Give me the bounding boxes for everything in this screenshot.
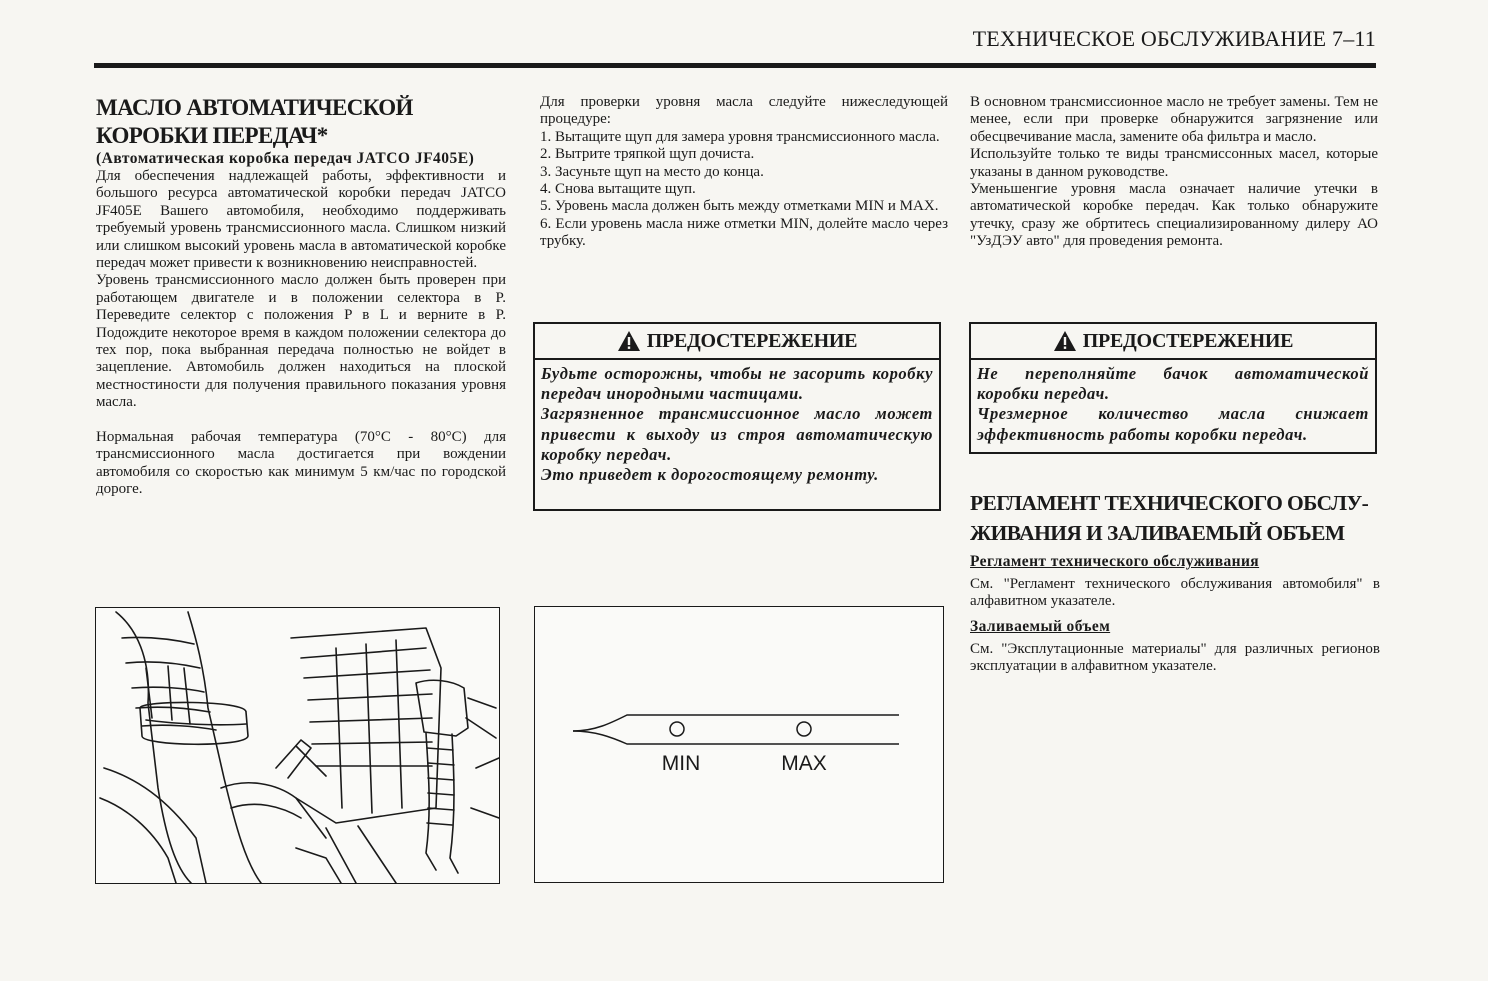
min-mark-icon — [670, 722, 684, 736]
warning-heading — [535, 324, 939, 360]
section-subtitle: (Автоматическая коробка передач JATCO JF405E) — [96, 150, 475, 167]
procedure-step: 5. Уровень масла должен быть между отметками MIN и MAX. — [540, 198, 939, 215]
warning-heading-text: ПРЕДОСТЕРЕЖЕНИЕ — [1082, 329, 1294, 352]
warning-line: Будьте осторожны, чтобы не засорить коробку передач инородными частицами. — [541, 364, 933, 404]
procedure-step: 4. Снова вытащите щуп. — [540, 181, 696, 198]
procedure-step: 3. Засуньте щуп на место до конца. — [540, 163, 764, 180]
warning-line: Чрезмерное количество масла снижает эффективность работы коробки передач. — [977, 404, 1369, 444]
paragraph-oil-types: Используйте только те виды трансмиссонных масел, которые указаны в данном руководстве. — [970, 146, 1378, 180]
max-label: MAX — [781, 752, 827, 775]
maintenance-section — [970, 488, 1380, 676]
subheading-schedule: Регламент технического обслуживания — [970, 553, 1260, 570]
paragraph-replacement: В основном трансмиссионное масло не требует замены. Тем не менее, если при проверке обнаружится загрязнение или обесцвечивание масла, замените оба фильтра и масло. — [970, 94, 1378, 145]
warning-line: Не переполняйте бачок автоматической коробки передач. — [977, 364, 1369, 404]
schedule-text: См. "Регламент технического обслуживания автомобиля" в алфавитном указателе. — [970, 576, 1380, 610]
maintenance-title-line1: РЕГЛАМЕНТ ТЕХНИЧЕСКОГО ОБСЛУ- — [970, 491, 1369, 515]
warning-box-overfill — [969, 322, 1377, 454]
dipstick-diagram — [534, 606, 944, 883]
warning-heading-text: ПРЕДОСТЕРЕЖЕНИЕ — [646, 329, 858, 352]
procedure-intro: Для проверки уровня масла следуйте нижеследующей процедуре: — [540, 94, 948, 128]
warning-line: Загрязненное трансмиссионное масло может привести к выходу из строя автоматическую коробку передач. — [541, 404, 933, 464]
paragraph-check-procedure: Уровень трансмиссионного масло должен быть проверен при работающем двигателе и в положении селектора в P. Переведите селектор с положения P в L и верните в P. Подождите некоторое время в каждом положении селектора до тех пор, пока выбранная передача полностью не войдет в зацепление. Автомобиль должен находиться на плоской местностиности для получения правильного показания уровня масла. — [96, 272, 506, 411]
max-mark-icon — [797, 722, 811, 736]
warning-body — [971, 360, 1375, 447]
left-column — [96, 94, 506, 498]
procedure-step: 6. Если уровень масла ниже отметки MIN, долейте масло через трубку. — [540, 215, 948, 250]
procedure-step: 1. Вытащите щуп для замера уровня трансмиссионного масла. — [540, 128, 940, 145]
warning-line: Это приведет к дорогостоящему ремонту. — [541, 465, 879, 485]
paragraph-intro: Для обеспечения надлежащей работы, эффективности и большого ресурса автоматической коробки передач JATCO JF405E Вашего автомобиля, необходимо поддерживать требуемый уровень трансмиссионного масла. Слишком низкий или слишком высокий уровень масла в автоматической коробке передач может привести к возникновению неисправностей. — [96, 168, 506, 272]
paragraph-leak: Уменьшенгие уровня масла означает наличие утечки в автоматической коробке передач. Как только обнаружите утечку, сразу же обртитесь специализированному дилеру АО "УзДЭУ авто" для проведения ремонта. — [970, 181, 1378, 250]
warning-triangle-icon — [1053, 330, 1077, 352]
maintenance-title-line2: ЖИВАНИЯ И ЗАЛИВАЕМЫЙ ОБЪЕМ — [970, 521, 1345, 545]
warning-heading — [971, 324, 1375, 360]
min-label: MIN — [661, 752, 701, 775]
procedure-step: 2. Вытрите тряпкой щуп дочиста. — [540, 146, 755, 163]
paragraph-temperature: Нормальная рабочая температура (70°С - 80°С) для трансмиссионного масла достигается при вождении автомобиля со скоростью как минимум 5 км/час по городской дороге. — [96, 428, 506, 497]
capacity-text: См. "Эксплутационные материалы" для различных регионов эксплуатации в алфавитном указателе. — [970, 640, 1380, 675]
subheading-capacity: Заливаемый объем — [970, 617, 1111, 635]
section-title-line2: КОРОБКИ ПЕРЕДАЧ* — [96, 123, 328, 148]
warning-body — [535, 360, 939, 487]
engine-bay-illustration — [95, 607, 500, 884]
right-column — [970, 94, 1378, 251]
middle-column — [540, 94, 948, 251]
dipstick-tip — [573, 715, 899, 731]
header-rule — [94, 63, 1376, 68]
page-header: ТЕХНИЧЕСКОЕ ОБСЛУЖИВАНИЕ 7–11 — [972, 26, 1376, 51]
section-title-line1: МАСЛО АВТОМАТИЧЕСКОЙ — [96, 95, 413, 120]
warning-triangle-icon — [617, 330, 641, 352]
warning-box-contamination — [533, 322, 941, 511]
